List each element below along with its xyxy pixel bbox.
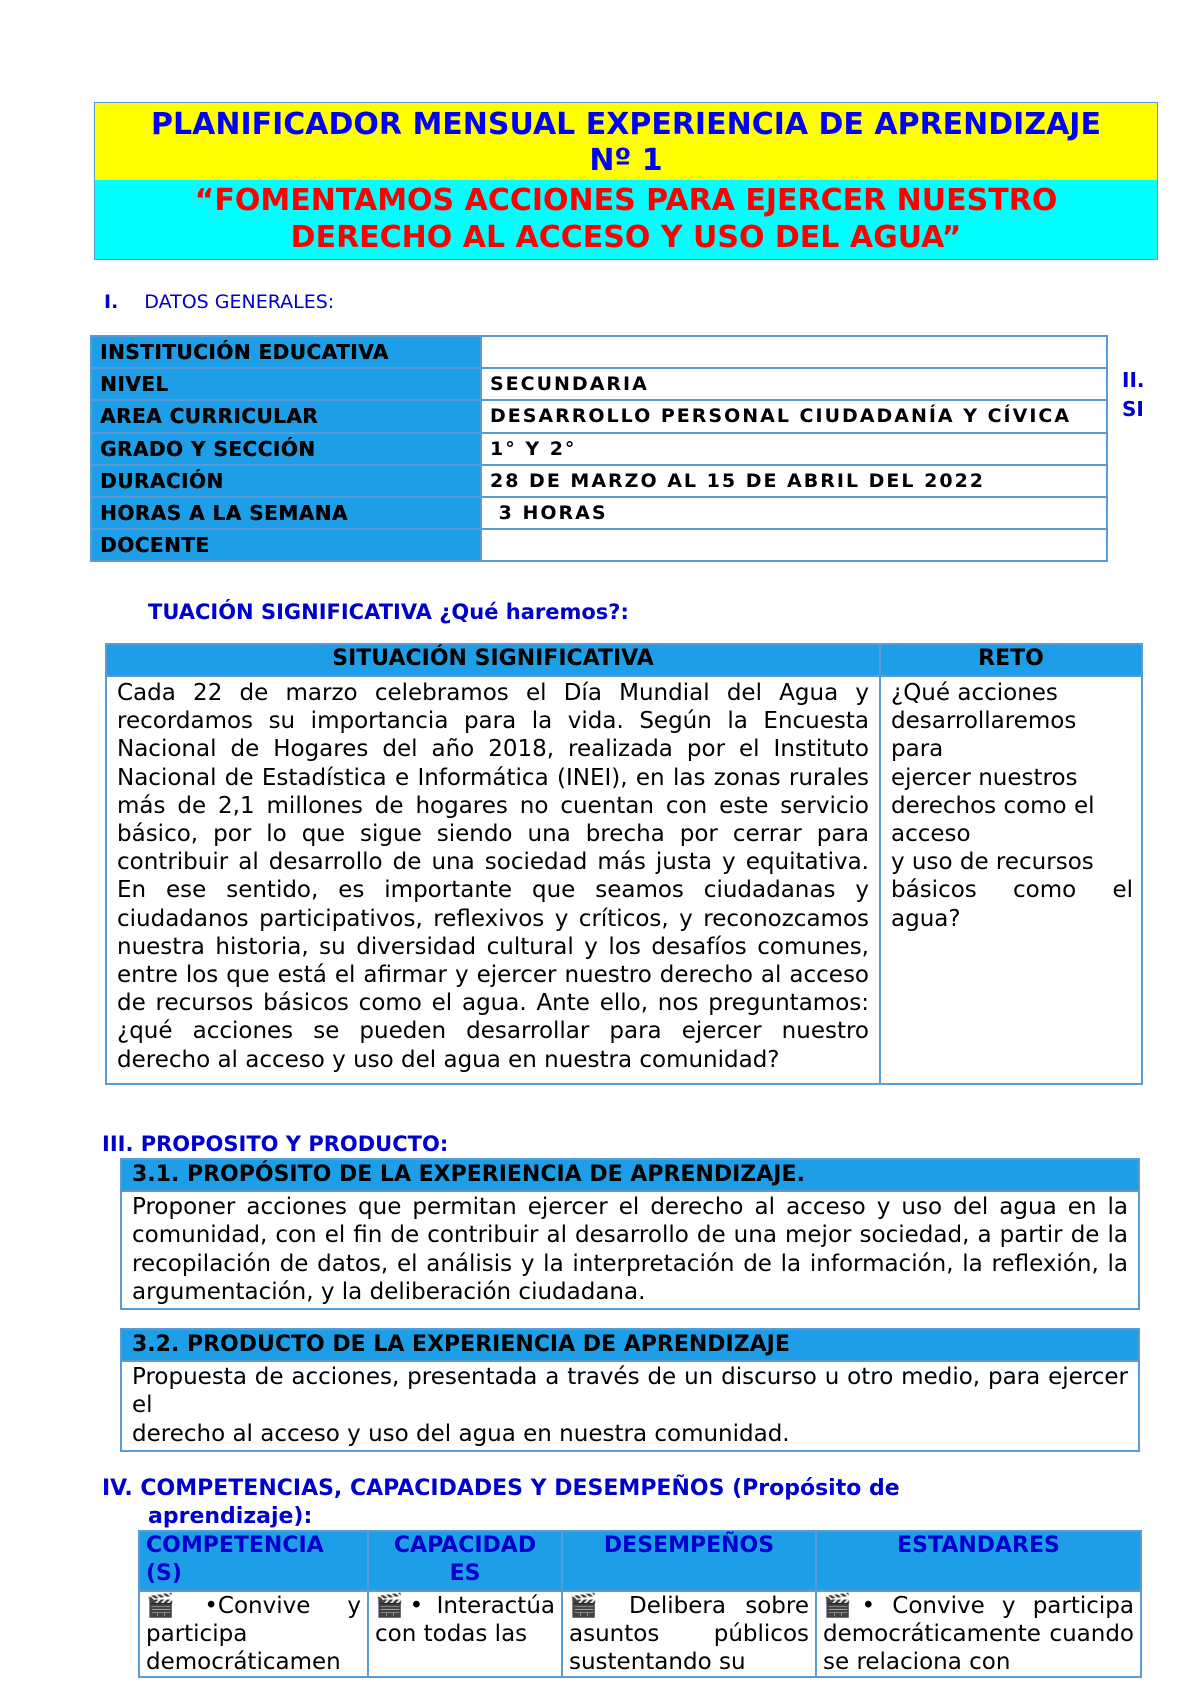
capacidad-cell bbox=[368, 1591, 562, 1677]
reto-line: básicos como el bbox=[891, 877, 1133, 904]
section-4-heading bbox=[102, 1475, 900, 1531]
section-1-number: I. bbox=[104, 291, 119, 313]
datos-value: SECUNDARIA bbox=[481, 368, 1107, 400]
capacidad-text: • Interactúa con todas las bbox=[375, 1593, 555, 1647]
competencias-table bbox=[138, 1530, 1142, 1678]
proposito-text: Proponer acciones que permitan ejercer el derecho al acceso y uso del agua en la comunidad, con el fin de contribuir al desarrollo de una mejor sociedad, a partir de la recopilación de datos, el análisis y la interpretación de la información, la reflexión, la argumentación, y la deliberación ciudadana. bbox=[121, 1191, 1139, 1309]
table-row bbox=[121, 1191, 1139, 1309]
datos-value bbox=[481, 529, 1107, 561]
section-2-heading: TUACIÓN SIGNIFICATIVA ¿Qué haremos?: bbox=[148, 600, 629, 624]
table-row bbox=[139, 1591, 1141, 1677]
producto-line2: derecho al acceso y uso del agua en nuestra comunidad. bbox=[132, 1420, 790, 1447]
desempenos-header: DESEMPEÑOS bbox=[562, 1531, 816, 1591]
section-2-fragment: SI bbox=[1122, 397, 1144, 421]
estandar-cell bbox=[816, 1591, 1141, 1677]
table-row bbox=[91, 433, 1107, 465]
datos-value: 3 HORAS bbox=[481, 497, 1107, 529]
datos-label: NIVEL bbox=[91, 368, 481, 400]
producto-text bbox=[121, 1361, 1139, 1451]
document-title: PLANIFICADOR MENSUAL EXPERIENCIA DE APRENDIZAJE bbox=[151, 107, 1101, 142]
situacion-table bbox=[105, 643, 1143, 1085]
proposito-header: 3.1. PROPÓSITO DE LA EXPERIENCIA DE APRENDIZAJE. bbox=[121, 1159, 1139, 1191]
table-row bbox=[91, 400, 1107, 433]
estandar-text: • Convive y participa democráticamente cuando se relaciona con bbox=[823, 1593, 1134, 1675]
reto-line: ejercer nuestros bbox=[891, 764, 1078, 791]
datos-value: 28 DE MARZO AL 15 DE ABRIL DEL 2022 bbox=[481, 465, 1107, 497]
document-number: Nº 1 bbox=[589, 143, 663, 178]
table-row bbox=[91, 336, 1107, 368]
section-4-heading-line1: IV. COMPETENCIAS, CAPACIDADES Y DESEMPEÑOS (Propósito de bbox=[102, 1476, 900, 1501]
reto-line: desarrollaremos bbox=[891, 708, 1077, 735]
reto-line: para bbox=[891, 736, 944, 763]
table-header-row bbox=[106, 644, 1142, 676]
reto-line: ¿Qué acciones bbox=[891, 680, 1058, 706]
desempeno-cell bbox=[562, 1591, 816, 1677]
section-1-label: DATOS GENERALES: bbox=[144, 291, 335, 313]
section-2-marker bbox=[1122, 366, 1144, 424]
competencia-text: •Convive y participa democráticamen bbox=[146, 1593, 361, 1675]
situacion-text: Cada 22 de marzo celebramos el Día Mundial del Agua y recordamos su importancia para la vida. Según la Encuesta Nacional de Hogares del año 2018, realizada por el Instituto Nacional de Estadística e Informática (INEI), en las zonas rurales más de 2,1 millones de hogares no cuentan con este servicio básico, por lo que sigue siendo una brecha por cerrar para contribuir al desarrollo de una sociedad más justa y equitativa. En ese sentido, es importante que seamos ciudadanas y ciudadanos participativos, reflexivos y críticos, y reconozcamos nuestra historia, su diversidad cultural y los desafíos comunes, entre los que está el afirmar y ejercer nuestro derecho al acceso de recursos básicos como el agua. Ante ello, nos preguntamos: ¿qué acciones se pueden desarrollar para ejercer nuestro derecho al acceso y uso del agua en nuestra comunidad? bbox=[106, 676, 880, 1084]
section-3-heading: III. PROPOSITO Y PRODUCTO: bbox=[102, 1132, 449, 1156]
reto-line: agua? bbox=[891, 905, 961, 932]
capacidades-header: CAPACIDAD ES bbox=[368, 1531, 562, 1591]
datos-label: GRADO Y SECCIÓN bbox=[91, 433, 481, 465]
table-row bbox=[91, 497, 1107, 529]
reto-line: derechos como el bbox=[891, 792, 1095, 819]
table-row bbox=[121, 1361, 1139, 1451]
datos-label: HORAS A LA SEMANA bbox=[91, 497, 481, 529]
datos-label: AREA CURRICULAR bbox=[91, 400, 481, 433]
datos-label: DOCENTE bbox=[91, 529, 481, 561]
clapper-icon: 🎬 bbox=[823, 1593, 862, 1619]
clapper-icon: 🎬 bbox=[146, 1593, 205, 1619]
datos-label: DURACIÓN bbox=[91, 465, 481, 497]
producto-line1: Propuesta de acciones, presentada a través de un discurso u otro medio, para ejercer el bbox=[132, 1364, 1128, 1419]
reto-line: acceso bbox=[891, 821, 971, 848]
section-2-number: II. bbox=[1122, 368, 1145, 392]
table-row bbox=[91, 465, 1107, 497]
reto-header: RETO bbox=[880, 644, 1142, 676]
table-row bbox=[106, 676, 1142, 1084]
title-banner bbox=[95, 103, 1157, 180]
table-header-row bbox=[121, 1329, 1139, 1361]
table-row bbox=[91, 529, 1107, 561]
table-header-row bbox=[139, 1531, 1141, 1591]
competencia-header: COMPETENCIA (S) bbox=[139, 1531, 368, 1591]
table-row bbox=[91, 368, 1107, 400]
datos-value: 1° Y 2° bbox=[481, 433, 1107, 465]
producto-header: 3.2. PRODUCTO DE LA EXPERIENCIA DE APRENDIZAJE bbox=[121, 1329, 1139, 1361]
datos-value bbox=[481, 336, 1107, 368]
datos-generales-table bbox=[90, 335, 1108, 562]
experience-title-line2: DERECHO AL ACCESO Y USO DEL AGUA” bbox=[290, 220, 962, 255]
clapper-icon: 🎬 bbox=[375, 1593, 410, 1619]
subtitle-banner bbox=[95, 180, 1157, 259]
producto-table bbox=[120, 1328, 1140, 1452]
reto-line: y uso de recursos bbox=[891, 849, 1094, 876]
desempeno-text: Delibera sobre asuntos públicos sustentando su bbox=[569, 1593, 809, 1675]
experience-title-line1: “FOMENTAMOS ACCIONES PARA EJERCER NUESTRO bbox=[194, 183, 1058, 218]
proposito-table bbox=[120, 1158, 1140, 1310]
table-header-row bbox=[121, 1159, 1139, 1191]
reto-text bbox=[880, 676, 1142, 1084]
situacion-header: SITUACIÓN SIGNIFICATIVA bbox=[106, 644, 880, 676]
datos-value: DESARROLLO PERSONAL CIUDADANÍA Y CÍVICA bbox=[481, 400, 1107, 433]
estandares-header: ESTANDARES bbox=[816, 1531, 1141, 1591]
clapper-icon: 🎬 bbox=[569, 1593, 610, 1619]
section-1-heading bbox=[104, 291, 334, 313]
datos-label: INSTITUCIÓN EDUCATIVA bbox=[91, 336, 481, 368]
section-4-heading-line2: aprendizaje): bbox=[148, 1504, 313, 1529]
competencia-cell bbox=[139, 1591, 368, 1677]
